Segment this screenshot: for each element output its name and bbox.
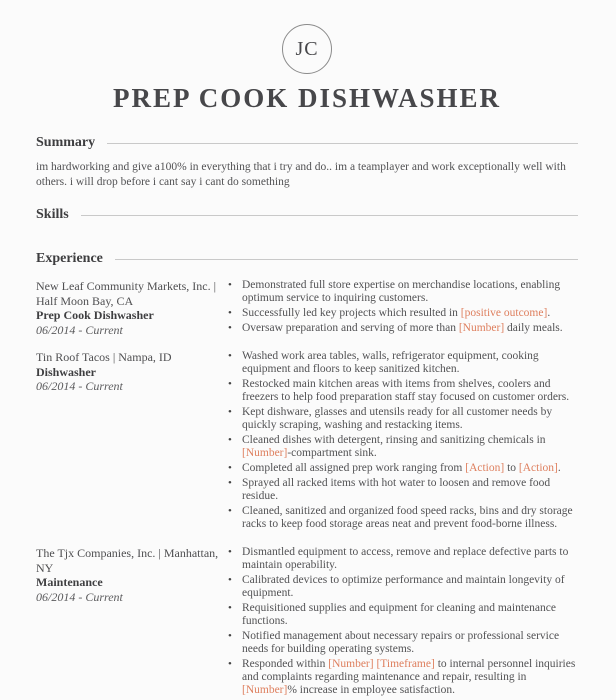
placeholder-token: [Number] [242,447,288,459]
placeholder-token: [Timeframe] [376,658,435,670]
bullet-icon: • [228,658,232,670]
job-company-location: New Leaf Community Markets, Inc. | Half Moon Bay, CA [36,279,217,308]
job-bullets [228,279,578,337]
bullet-icon: • [228,434,232,446]
job-role: Maintenance [36,575,103,589]
job-meta [36,279,228,337]
job-bullet [228,462,578,475]
bullet-text: Notified management about necessary repairs or professional service needs for building operating systems. [242,630,560,655]
bullet-text: Requisitioned supplies and equipment for cleaning and maintenance functions. [242,602,556,627]
bullet-icon: • [228,279,232,291]
bullet-text: Cleaned dishes with detergent, rinsing and sanitizing chemicals in [Number]-compartment sink. [242,434,546,459]
placeholder-token: [Action] [465,462,505,474]
bullet-icon: • [228,505,232,517]
bullet-icon: • [228,378,232,390]
job-role: Prep Cook Dishwasher [36,308,154,322]
placeholder-token: [Number] [458,322,505,334]
job-bullet [228,602,578,628]
divider-line [81,215,578,216]
monogram-initials: JC [295,37,319,60]
bullet-icon: • [228,462,232,474]
section-skills [36,207,578,223]
placeholder-token: [Number] [242,684,288,696]
job-bullets [228,350,578,533]
resume-title: PREP COOK DISHWASHER [112,83,502,113]
job-entry [36,350,578,533]
placeholder-token: [Number] [328,658,374,670]
monogram-circle [282,24,332,74]
bullet-text: Sprayed all racked items with hot water to loosen and remove food residue. [242,477,551,502]
bullet-text: Demonstrated full store expertise on merchandise locations, enabling optimum service to inquiring customers. [242,279,561,304]
job-meta [36,546,228,699]
summary-heading: Summary [36,135,96,150]
bullet-text: Dismantled equipment to access, remove and replace defective parts to maintain operability. [242,546,569,571]
job-entry [36,546,578,699]
job-bullet [228,546,578,572]
bullet-icon: • [228,630,232,642]
job-bullet [228,434,578,460]
bullet-text: Responded within [Number] [Timeframe] to internal personnel inquiries and complaints regarding maintenance and repair, resulting in [Number]% increase in employee satisfaction. [242,658,576,696]
summary-text: im hardworking and give a100% in everything that i try and do.. im a teamplayer and work exceptionally well with others. i will drop before i cant say i cant do something [36,161,566,188]
experience-jobs [36,279,578,699]
bullet-text: Calibrated devices to optimize performance and maintain longevity of equipment. [242,574,565,599]
job-dates: 06/2014 - Current [36,322,123,337]
job-dates: 06/2014 - Current [36,379,123,393]
job-bullet [228,477,578,503]
section-experience [36,251,578,699]
placeholder-token: [Action] [518,462,558,474]
skills-header [36,207,578,223]
bullet-icon: • [228,574,232,586]
job-bullet [228,350,578,376]
summary-header [36,135,578,151]
job-bullet [228,574,578,600]
divider-line [107,143,578,144]
bullet-icon: • [228,322,232,334]
job-bullet [228,279,578,305]
bullet-text: Washed work area tables, walls, refrigerator equipment, cooking equipment and floors to keep sanitized kitchen. [242,350,539,375]
bullet-text: Kept dishware, glasses and utensils ready for all customer needs by quickly scraping, washing and restacking items. [242,406,553,431]
bullet-icon: • [228,477,232,489]
job-bullet [228,630,578,656]
divider-line [115,259,578,260]
job-bullet [228,378,578,404]
experience-header [36,251,578,267]
bullet-icon: • [228,546,232,558]
bullet-icon: • [228,602,232,614]
bullet-icon: • [228,406,232,418]
bullet-text: Completed all assigned prep work ranging from [Action] to [Action]. [242,462,561,474]
job-entry [36,279,578,337]
bullet-text: Successfully led key projects which resulted in [positive outcome]. [242,307,551,319]
job-dates: 06/2014 - Current [36,589,123,604]
job-bullet [228,307,578,320]
job-bullet [228,658,578,697]
bullet-text: Oversaw preparation and serving of more than [Number] daily meals. [242,322,563,334]
job-bullet [228,406,578,432]
job-company-location: Tin Roof Tacos | Nampa, ID [36,350,172,364]
job-bullets [228,546,578,699]
job-bullet [228,505,578,531]
bullet-text: Cleaned, sanitized and organized food speed racks, bins and dry storage racks to keep food storage areas neat and prevent food-borne illness. [242,505,573,530]
experience-heading: Experience [36,251,103,266]
placeholder-token: [positive outcome] [460,307,548,319]
job-bullet [228,322,578,335]
job-company-location: The Tjx Companies, Inc. | Manhattan, NY [36,546,219,575]
skills-heading: Skills [36,207,69,222]
bullet-icon: • [228,307,232,319]
bullet-text: Restocked main kitchen areas with items from shelves, coolers and freezers to help food preparation staff stay focused on customer orders. [242,378,570,403]
section-summary [36,135,578,190]
bullet-icon: • [228,350,232,362]
job-meta [36,350,228,533]
job-role: Dishwasher [36,364,97,379]
